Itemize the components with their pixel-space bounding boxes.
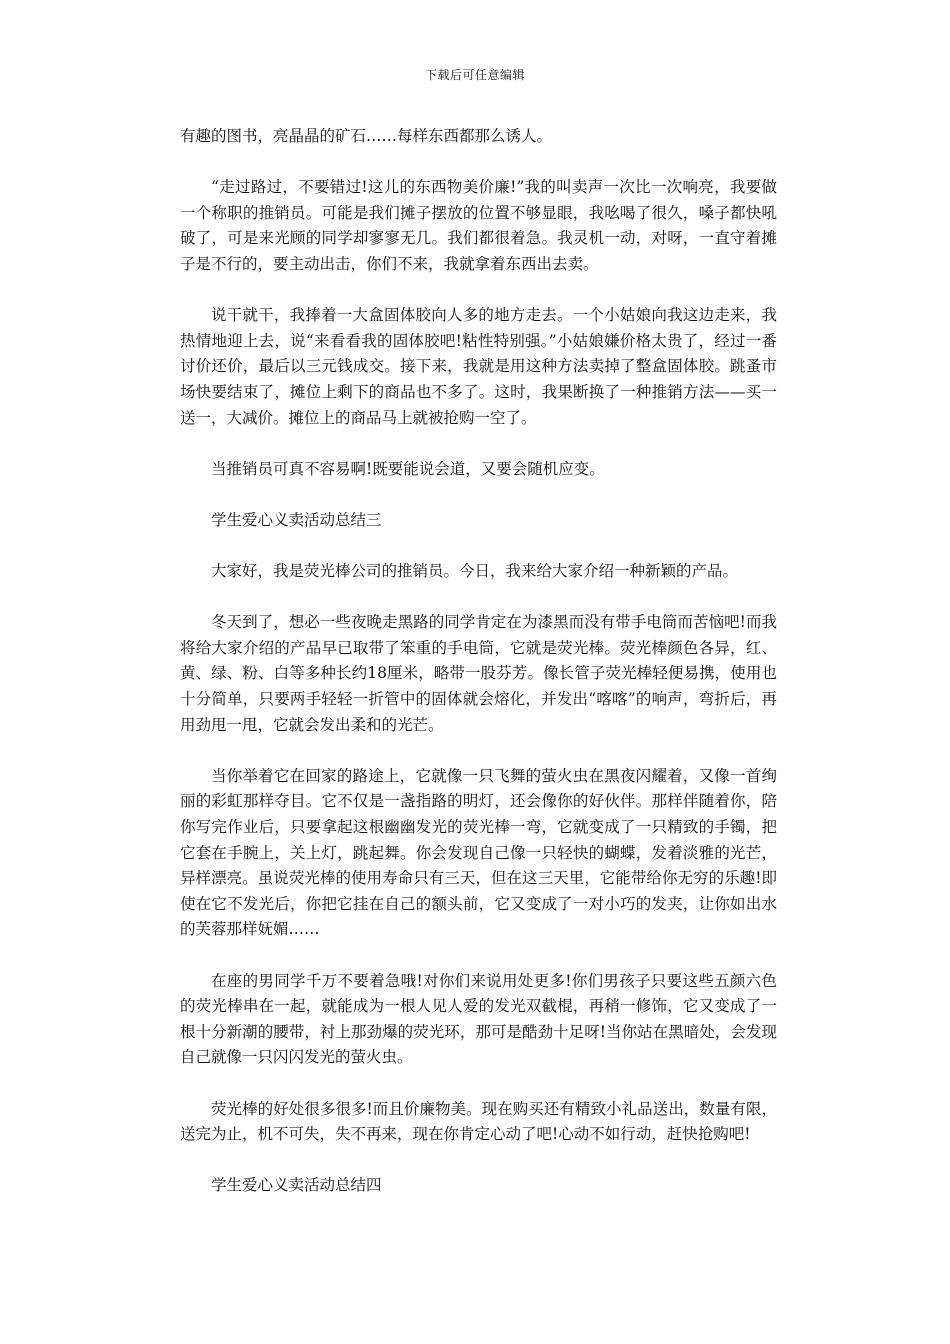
page-header: 下载后可任意编辑 [424,68,525,82]
section-heading-three: 学生爱心义卖活动总结三 [211,510,382,529]
paragraph-product-uses: 当你举着它在回家的路途上，它就像一只飞舞的萤火虫在黑夜闪耀着，又像一首绚丽的彩虹那样夺目。它不仅是一盏指路的明灯，还会像你的好伙伴。那样伴随着你，陪你写完作业后，只要拿起这根幽幽发光的荧光棒一弯，它就变成了一只精致的手镯，把它套在手腕上，关上灯，跳起舞。你会发现自己像一只轻快的蝴蝶，发着淡雅的光芒，异样漂亮。虽说荧光棒的使用寿命只有三天，但在这三天里，它能带给你无穷的乐趣!即使在它不发光后，你把它挂在自己的额头前，它又变成了一对小巧的发夹，让你如出水的芙蓉那样妩媚…… [180,766,777,939]
paragraph-call-to-action: 荧光棒的好处很多很多!而且价廉物美。现在购买还有精致小礼品送出，数量有限，送完为止，机不可失，失不再来，现在你肯定心动了吧!心动不如行动，赶快抢购吧! [180,1099,777,1144]
paragraph-intro: 大家好，我是荧光棒公司的推销员。今日，我来给大家介绍一种新颖的产品。 [211,562,739,581]
paragraph-product-description: 冬天到了，想必一些夜晚走黑路的同学肯定在为漆黑而没有带手电筒而苦恼吧!而我将给大家介绍的产品早已取带了笨重的手电筒，它就是荧光棒。荧光棒颜色各异，红、黄、绿、粉、白等多种长约18厘米，略带一股芬芳。像长管子荧光棒轻便易携，使用也十分简单，只要两手轻轻一折管中的固体就会熔化，并发出“喀喀”的响声，弯折后，再用劲甩一甩，它就会发出柔和的光芒。 [180,613,777,734]
document-body [180,124,777,1225]
paragraph-glue-sales: 说干就干，我捧着一大盒固体胶向人多的地方走去。一个小姑娘向我这边走来，我热情地迎上去，说“来看看我的固体胶吧!粘性特别强。”小姑娘嫌价格太贵了，经过一番讨价还价，最后以三元钱成交。接下来，我就是用这种方法卖掉了整盒固体胶。跳蚤市场快要结束了，摊位上剩下的商品也不多了。这时，我果断换了一种推销方法——买一送一，大减价。摊位上的商品马上就被抢购一空了。 [180,306,777,427]
paragraph-continuation: 有趣的图书，亮晶晶的矿石……每样东西都那么诱人。 [180,127,553,145]
paragraph-conclusion: 当推销员可真不容易啊!既要能说会道，又要会随机应变。 [211,459,605,478]
section-heading-four: 学生爱心义卖活动总结四 [211,1176,382,1195]
paragraph-boys-uses: 在座的男同学千万不要着急哦!对你们来说用处更多!你们男孩子只要这些五颜六色的荧光棒串在一起，就能成为一根人见人爱的发光双截棍，再稍一修饰，它又变成了一根十分新潮的腰带，衬上那劲爆的荧光环，那可是酷劲十足呀!当你站在黑暗处，会发现自己就像一只闪闪发光的萤火虫。 [180,971,777,1067]
paragraph-hawking: “走过路过，不要错过!这儿的东西物美价廉!”我的叫卖声一次比一次响亮，我要做一个称职的推销员。可能是我们摊子摆放的位置不够显眼，我吆喝了很久，嗓子都快吼破了，可是来光顾的同学却寥寥无几。我们都很着急。我灵机一动，对呀，一直守着摊子是不行的，要主动出击，你们不来，我就拿着东西出去卖。 [180,178,777,273]
